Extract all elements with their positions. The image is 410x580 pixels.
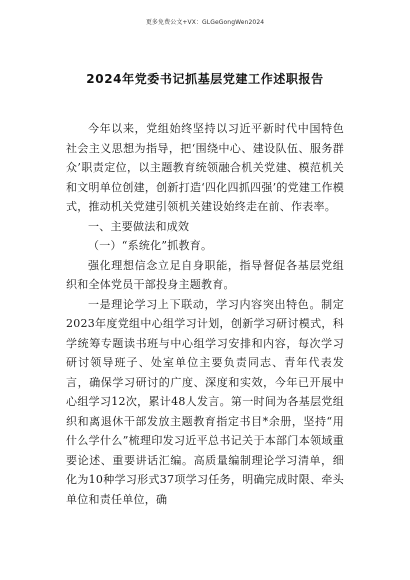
paragraph: 强化理想信念立足自身职能，指导督促各基层党组织和全体党员干部投身主题教育。 xyxy=(66,258,344,291)
section-heading: 一、主要做法和成效 xyxy=(88,219,190,233)
subsection-heading: （一）“系统化”抓教育。 xyxy=(88,239,213,252)
intro-paragraph: 今年以来，党组始终坚持以习近平新时代中国特色社会主义思想为指导，把‘围绕中心、建设队伍、服务群众’职责定位，以主题教育统领融合机关党建、模范机关和文明单位创建，创新打造‘四化四抓四强’的党建工作模式，推动机关党建引领机关建设始终走在前、作表率。 xyxy=(66,122,344,213)
header-note: 更多免费公文+VX：GLGeGongWen2024 xyxy=(145,19,265,26)
paragraph: 一是理论学习上下联动，学习内容突出特色。制定2023年度党组中心组学习计划，创新学习研讨模式，科学统筹专题读书班与中心组学习安排和内容，每次学习研讨领导班子、处室单位主要负责同志、青年代表发言，确保学习研讨的广度、深度和实效，今年已开展中心组学习12次，累计48人发言。第一时间为各基层党组织和离退休干部发放主题教育指定书目*余册，坚持“用什么学什么”梳理印发习近平总书记关于本部门本领域重要论述、重要讲话汇编。高质量编制理论学习清单，细化为10种学习形式37项学习任务，明确完成时限、牵头单位和责任单位，确 xyxy=(66,297,344,506)
document-body xyxy=(66,119,344,509)
document-title: 2024年党委书记抓基层党建工作述职报告 xyxy=(86,72,324,86)
